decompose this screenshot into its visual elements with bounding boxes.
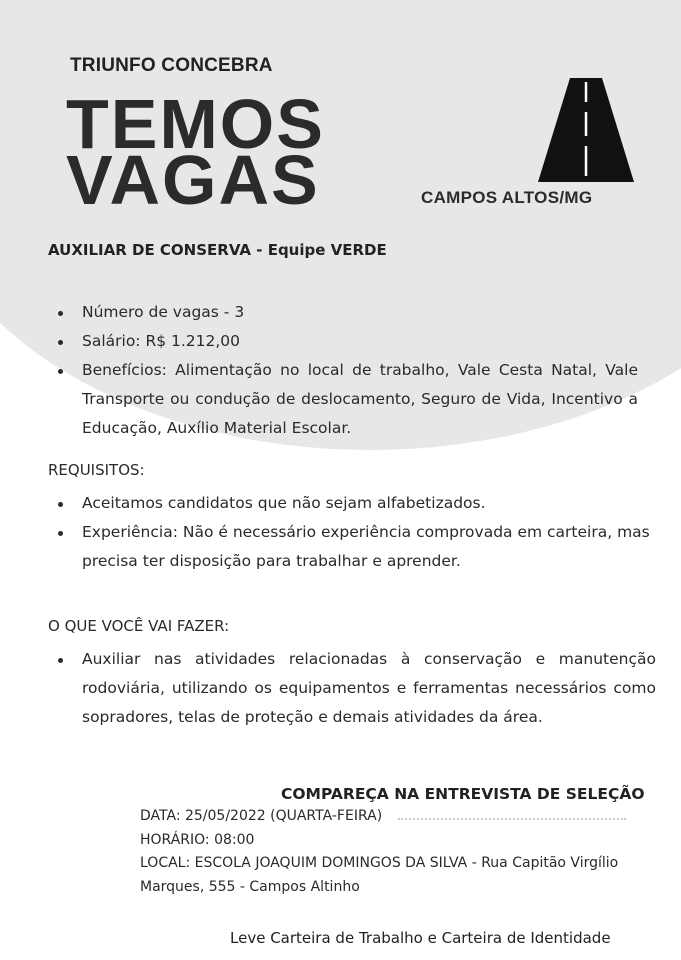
footer-note: Leve Carteira de Trabalho e Carteira de Identidade <box>230 929 611 947</box>
list-item: Aceitamos candidatos que não sejam alfabetizados. <box>50 489 656 518</box>
list-item: Experiência: Não é necessário experiência comprovada em carteira, mas precisa ter disposição para trabalhar e aprender. <box>50 518 656 576</box>
headline-line-1: TEMOS <box>66 85 325 163</box>
job-title: AUXILIAR DE CONSERVA - Equipe VERDE <box>48 241 387 259</box>
interview-details <box>140 805 640 899</box>
requirements-list <box>50 489 656 576</box>
duties-heading: O QUE VOCÊ VAI FAZER: <box>48 617 230 635</box>
list-item: Salário: R$ 1.212,00 <box>50 327 638 356</box>
road-icon <box>538 78 634 182</box>
list-item: Número de vagas - 3 <box>50 298 638 327</box>
requirements-heading: REQUISITOS: <box>48 461 145 479</box>
duties-list <box>50 645 656 732</box>
job-details-list <box>50 298 638 443</box>
interview-date: DATA: 25/05/2022 (QUARTA-FEIRA) <box>140 808 383 824</box>
headline-line-2: VAGAS <box>66 141 320 219</box>
city-label: CAMPOS ALTOS/MG <box>421 188 593 207</box>
list-item: Auxiliar nas atividades relacionadas à conservação e manutenção rodoviária, utilizando os equipamentos e ferramentas necessários como sopradores, telas de proteção e demais atividades da área. <box>50 645 656 732</box>
interview-time: HORÁRIO: 08:00 <box>140 831 255 848</box>
list-item: Benefícios: Alimentação no local de trabalho, Vale Cesta Natal, Vale Transporte ou condução de deslocamento, Seguro de Vida, Incentivo a Educação, Auxílio Material Escolar. <box>50 356 638 443</box>
interview-location: LOCAL: ESCOLA JOAQUIM DOMINGOS DA SILVA - Rua Capitão Virgílio Marques, 555 - Campos Altinho <box>140 855 619 895</box>
interview-title: COMPAREÇA NA ENTREVISTA DE SELEÇÃO <box>281 785 645 803</box>
company-name: TRIUNFO CONCEBRA <box>70 55 273 76</box>
